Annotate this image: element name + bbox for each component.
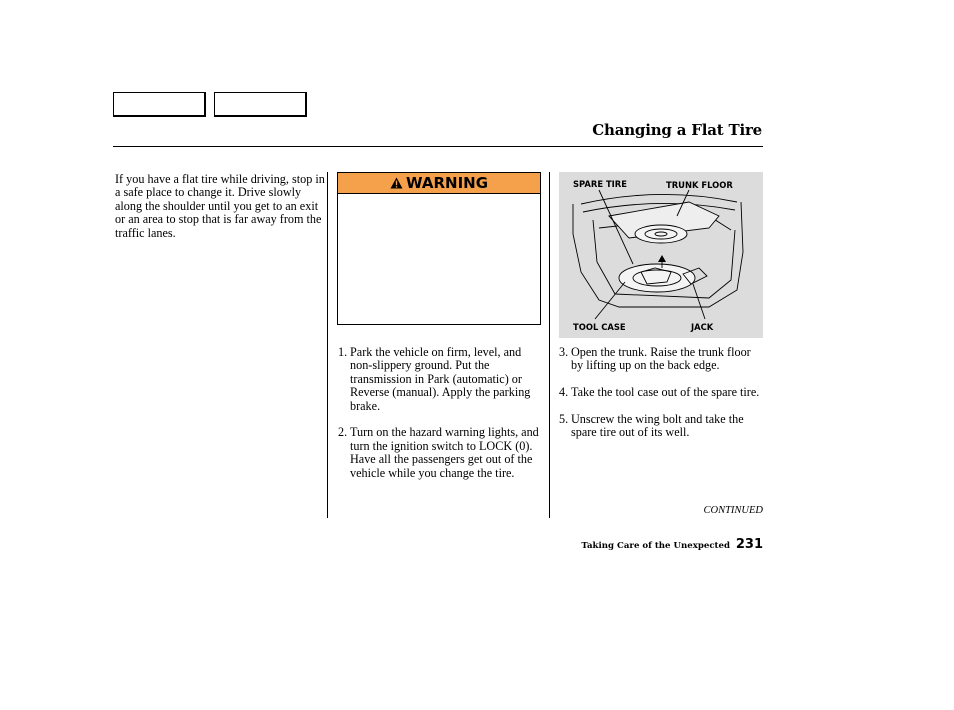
step-item xyxy=(559,413,765,440)
step-number: 5. xyxy=(559,412,569,426)
intro-paragraph: If you have a flat tire while driving, stop in a safe place to change it. Drive slowly along the shoulder until you get to an exit or an area to stop that is far away from the traffic lanes. xyxy=(115,172,325,240)
label-spare-tire: SPARE TIRE xyxy=(573,179,627,189)
continued-label: CONTINUED xyxy=(703,505,763,516)
trunk-drawing xyxy=(559,172,763,338)
step-number: 4. xyxy=(559,385,569,400)
step-number: 2. xyxy=(338,425,348,440)
column-divider-left xyxy=(327,172,328,518)
warning-label: WARNING xyxy=(405,174,489,192)
step-item xyxy=(559,386,765,399)
label-trunk-floor: TRUNK FLOOR xyxy=(666,180,733,190)
step-item xyxy=(338,346,544,413)
column-divider-right xyxy=(549,172,550,518)
step-number: 3. xyxy=(559,345,569,359)
steps-left xyxy=(338,346,544,493)
warning-box xyxy=(337,172,541,325)
warning-triangle-icon xyxy=(390,177,403,189)
table-of-contents-button[interactable] xyxy=(214,92,307,117)
step-text: Take the tool case out of the spare tire. xyxy=(571,385,760,400)
step-item xyxy=(338,426,544,480)
steps-right xyxy=(559,346,765,453)
footer-section-title: Taking Care of the Unexpected xyxy=(581,541,730,551)
warning-header xyxy=(338,173,540,194)
trunk-illustration xyxy=(559,172,763,338)
step-item xyxy=(559,346,765,373)
title-rule xyxy=(113,146,763,147)
page-title: Changing a Flat Tire xyxy=(592,121,762,139)
step-text: Open the trunk. Raise the trunk floor by lifting up on the back edge. xyxy=(571,345,751,373)
main-menu-button[interactable] xyxy=(113,92,206,117)
label-jack: JACK xyxy=(691,322,714,332)
page-number: 231 xyxy=(735,537,763,552)
label-tool-case: TOOL CASE xyxy=(573,322,626,332)
step-text: Unscrew the wing bolt and take the spare tire out of its well. xyxy=(571,412,744,440)
step-text: Turn on the hazard warning lights, and turn the ignition switch to LOCK (0). Have all the passengers get out of the vehicle while you change the tire. xyxy=(350,425,539,480)
step-text: Park the vehicle on firm, level, and non-slippery ground. Put the transmission in Park (automatic) or Reverse (manual). Apply the parking brake. xyxy=(350,345,531,413)
step-number: 1. xyxy=(338,345,348,359)
